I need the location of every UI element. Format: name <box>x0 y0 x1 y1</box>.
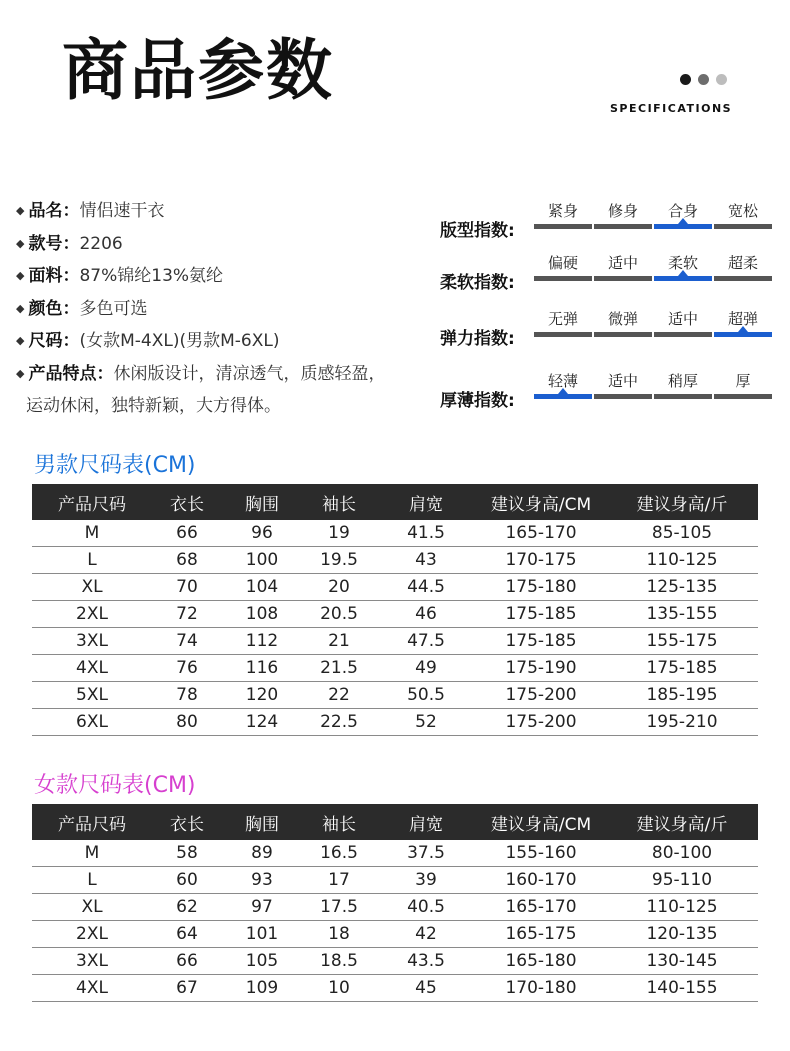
table-cell: 110-125 <box>606 894 758 921</box>
index-row <box>440 200 780 240</box>
index-row <box>440 308 780 348</box>
index-segment <box>594 276 652 281</box>
table-cell: 175-185 <box>476 628 606 655</box>
table-cell: 5XL <box>32 682 152 709</box>
table-row <box>32 574 758 601</box>
table-cell: 50.5 <box>376 682 476 709</box>
table-cell: 125-135 <box>606 574 758 601</box>
table-cell: 80-100 <box>606 840 758 867</box>
table-cell: 10 <box>302 975 376 1002</box>
table-cell: 89 <box>222 840 302 867</box>
table-cell: 2XL <box>32 601 152 628</box>
table-cell: 44.5 <box>376 574 476 601</box>
table-cell: L <box>32 867 152 894</box>
table-cell: 76 <box>152 655 222 682</box>
table-header-cell: 建议身高/斤 <box>606 804 758 840</box>
index-segment <box>534 276 592 281</box>
women-size-table <box>32 804 758 1002</box>
table-cell: 78 <box>152 682 222 709</box>
table-cell: 66 <box>152 948 222 975</box>
index-option: 适中 <box>607 254 638 272</box>
index-segment-selected <box>654 224 712 229</box>
table-header-cell: 建议身高/斤 <box>606 484 758 520</box>
index-segment <box>714 224 772 229</box>
attribute-row <box>16 261 436 294</box>
table-cell: 105 <box>222 948 302 975</box>
attribute-value: 2206 <box>79 233 123 254</box>
table-cell: 140-155 <box>606 975 758 1002</box>
table-cell: 17.5 <box>302 894 376 921</box>
table-cell: 19 <box>302 520 376 547</box>
index-option: 微弹 <box>607 310 638 328</box>
table-cell: 120 <box>222 682 302 709</box>
table-header-cell: 衣长 <box>152 804 222 840</box>
table-cell: 46 <box>376 601 476 628</box>
dot-icon <box>716 74 727 85</box>
men-table-title: 男款尺码表(CM) <box>34 453 196 478</box>
table-row <box>32 921 758 948</box>
table-cell: 70 <box>152 574 222 601</box>
index-option: 适中 <box>667 310 698 328</box>
table-cell: 18.5 <box>302 948 376 975</box>
bullet-icon: ◆ <box>16 334 25 347</box>
index-segment <box>714 394 772 399</box>
table-cell: 19.5 <box>302 547 376 574</box>
table-cell: 22.5 <box>302 709 376 736</box>
table-cell: 165-170 <box>476 894 606 921</box>
table-cell: 165-170 <box>476 520 606 547</box>
attribute-value: 87%锦纶13%氨纶 <box>79 266 224 286</box>
selected-marker-icon <box>738 326 748 332</box>
table-cell: 67 <box>152 975 222 1002</box>
table-cell: XL <box>32 894 152 921</box>
attribute-key: 面料： <box>28 266 80 286</box>
index-option: 宽松 <box>727 202 758 220</box>
table-cell: 101 <box>222 921 302 948</box>
table-header-cell: 胸围 <box>222 804 302 840</box>
bullet-icon: ◆ <box>16 236 25 250</box>
table-cell: 175-180 <box>476 574 606 601</box>
table-cell: 97 <box>222 894 302 921</box>
table-row <box>32 894 758 921</box>
table-cell: 21 <box>302 628 376 655</box>
attribute-value: 多色可选 <box>79 298 148 319</box>
table-cell: 4XL <box>32 975 152 1002</box>
table-cell: 49 <box>376 655 476 682</box>
selected-marker-icon <box>678 270 688 276</box>
attribute-key: 款号： <box>28 233 80 254</box>
dot-icon <box>680 74 691 85</box>
table-cell: 21.5 <box>302 655 376 682</box>
table-cell: 195-210 <box>606 709 758 736</box>
table-header-cell: 建议身高/CM <box>476 804 606 840</box>
table-cell: XL <box>32 574 152 601</box>
table-cell: 175-200 <box>476 709 606 736</box>
table-cell: 2XL <box>32 921 152 948</box>
table-cell: 3XL <box>32 948 152 975</box>
table-cell: 116 <box>222 655 302 682</box>
index-option: 超柔 <box>727 254 758 272</box>
table-cell: 22 <box>302 682 376 709</box>
table-row <box>32 520 758 547</box>
table-header-cell: 衣长 <box>152 484 222 520</box>
table-cell: 39 <box>376 867 476 894</box>
table-cell: 155-160 <box>476 840 606 867</box>
bullet-icon: ◆ <box>16 204 25 217</box>
table-cell: M <box>32 520 152 547</box>
table-cell: 60 <box>152 867 222 894</box>
table-cell: 112 <box>222 628 302 655</box>
table-cell: 72 <box>152 601 222 628</box>
table-row <box>32 547 758 574</box>
attribute-list <box>16 196 436 423</box>
attribute-value: (女款M-4XL)(男款M-6XL) <box>79 331 280 351</box>
attribute-row <box>16 326 436 359</box>
table-cell: 37.5 <box>376 840 476 867</box>
index-option: 轻薄 <box>547 372 578 390</box>
selected-marker-icon <box>678 218 688 224</box>
index-label: 柔软指数: <box>440 273 515 293</box>
table-cell: L <box>32 547 152 574</box>
table-cell: 96 <box>222 520 302 547</box>
table-cell: 165-175 <box>476 921 606 948</box>
table-row <box>32 655 758 682</box>
index-option: 超弹 <box>727 310 758 328</box>
index-segment <box>714 276 772 281</box>
table-cell: 68 <box>152 547 222 574</box>
index-option: 柔软 <box>667 254 698 272</box>
table-cell: 85-105 <box>606 520 758 547</box>
table-cell: 80 <box>152 709 222 736</box>
table-header-cell: 产品尺码 <box>32 484 152 520</box>
attribute-row <box>16 229 436 262</box>
index-label: 厚薄指数: <box>440 391 515 411</box>
table-cell: 3XL <box>32 628 152 655</box>
table-cell: M <box>32 840 152 867</box>
index-segment <box>594 394 652 399</box>
table-cell: 66 <box>152 520 222 547</box>
attribute-value: 情侣速干衣 <box>79 201 165 221</box>
table-cell: 64 <box>152 921 222 948</box>
bullet-icon: ◆ <box>16 301 25 315</box>
table-row <box>32 601 758 628</box>
table-header-cell: 肩宽 <box>376 484 476 520</box>
table-cell: 52 <box>376 709 476 736</box>
index-segment <box>654 332 712 337</box>
table-cell: 95-110 <box>606 867 758 894</box>
table-row <box>32 628 758 655</box>
index-segment-selected <box>654 276 712 281</box>
selected-marker-icon <box>558 388 568 394</box>
bullet-icon: ◆ <box>16 269 25 282</box>
table-cell: 130-145 <box>606 948 758 975</box>
table-row <box>32 975 758 1002</box>
table-cell: 47.5 <box>376 628 476 655</box>
index-label: 版型指数: <box>440 221 515 241</box>
table-cell: 40.5 <box>376 894 476 921</box>
index-option: 稍厚 <box>667 372 698 390</box>
table-cell: 6XL <box>32 709 152 736</box>
table-cell: 175-185 <box>606 655 758 682</box>
table-row <box>32 682 758 709</box>
table-header-cell: 胸围 <box>222 484 302 520</box>
attribute-row <box>16 294 436 327</box>
table-cell: 110-125 <box>606 547 758 574</box>
index-option: 适中 <box>607 372 638 390</box>
index-option: 修身 <box>607 202 638 220</box>
table-row <box>32 948 758 975</box>
table-cell: 20.5 <box>302 601 376 628</box>
table-cell: 108 <box>222 601 302 628</box>
table-cell: 4XL <box>32 655 152 682</box>
attribute-key: 颜色： <box>28 298 80 319</box>
table-cell: 93 <box>222 867 302 894</box>
attribute-row <box>16 359 436 392</box>
table-cell: 16.5 <box>302 840 376 867</box>
attribute-key: 尺码： <box>28 331 80 351</box>
table-cell: 104 <box>222 574 302 601</box>
page-subtitle: SPECIFICATIONS <box>610 102 733 115</box>
bullet-icon: ◆ <box>16 366 25 380</box>
table-cell: 120-135 <box>606 921 758 948</box>
table-cell: 160-170 <box>476 867 606 894</box>
index-option: 合身 <box>667 202 698 220</box>
index-segment <box>534 224 592 229</box>
table-cell: 165-180 <box>476 948 606 975</box>
table-cell: 43.5 <box>376 948 476 975</box>
table-row <box>32 840 758 867</box>
table-cell: 155-175 <box>606 628 758 655</box>
index-segment <box>654 394 712 399</box>
table-header-cell: 袖长 <box>302 484 376 520</box>
index-row <box>440 252 780 292</box>
table-cell: 100 <box>222 547 302 574</box>
attribute-value: 休闲版设计，清凉透气，质感轻盈， <box>113 363 386 384</box>
index-option: 紧身 <box>547 202 578 220</box>
index-row <box>440 370 780 410</box>
index-option: 无弹 <box>547 310 578 328</box>
index-label: 弹力指数: <box>440 329 515 349</box>
table-header-cell: 建议身高/CM <box>476 484 606 520</box>
table-header-cell: 肩宽 <box>376 804 476 840</box>
table-cell: 74 <box>152 628 222 655</box>
dot-icon <box>698 74 709 85</box>
table-header-cell: 袖长 <box>302 804 376 840</box>
table-cell: 41.5 <box>376 520 476 547</box>
index-option: 厚 <box>735 372 751 390</box>
table-cell: 185-195 <box>606 682 758 709</box>
table-cell: 135-155 <box>606 601 758 628</box>
table-cell: 17 <box>302 867 376 894</box>
attribute-key: 品名： <box>28 201 80 221</box>
table-cell: 58 <box>152 840 222 867</box>
table-cell: 175-200 <box>476 682 606 709</box>
table-cell: 43 <box>376 547 476 574</box>
table-cell: 170-175 <box>476 547 606 574</box>
table-header-cell: 产品尺码 <box>32 804 152 840</box>
women-table-title: 女款尺码表(CM) <box>34 773 196 798</box>
table-cell: 20 <box>302 574 376 601</box>
index-option: 偏硬 <box>547 254 578 272</box>
index-segment-selected <box>714 332 772 337</box>
table-cell: 45 <box>376 975 476 1002</box>
index-segment-selected <box>534 394 592 399</box>
index-segment <box>594 224 652 229</box>
table-cell: 42 <box>376 921 476 948</box>
index-segment <box>534 332 592 337</box>
attribute-row <box>16 196 436 229</box>
attribute-key: 产品特点： <box>28 363 114 384</box>
table-cell: 175-190 <box>476 655 606 682</box>
table-row <box>32 709 758 736</box>
index-segment <box>594 332 652 337</box>
page-title: 商品参数 <box>62 32 334 109</box>
table-cell: 170-180 <box>476 975 606 1002</box>
table-cell: 109 <box>222 975 302 1002</box>
table-row <box>32 867 758 894</box>
decorative-dots <box>680 74 727 85</box>
table-cell: 62 <box>152 894 222 921</box>
table-cell: 175-185 <box>476 601 606 628</box>
table-cell: 124 <box>222 709 302 736</box>
attribute-continuation: 运动休闲，独特新颖，大方得体。 <box>26 396 281 416</box>
table-cell: 18 <box>302 921 376 948</box>
men-size-table <box>32 484 758 736</box>
